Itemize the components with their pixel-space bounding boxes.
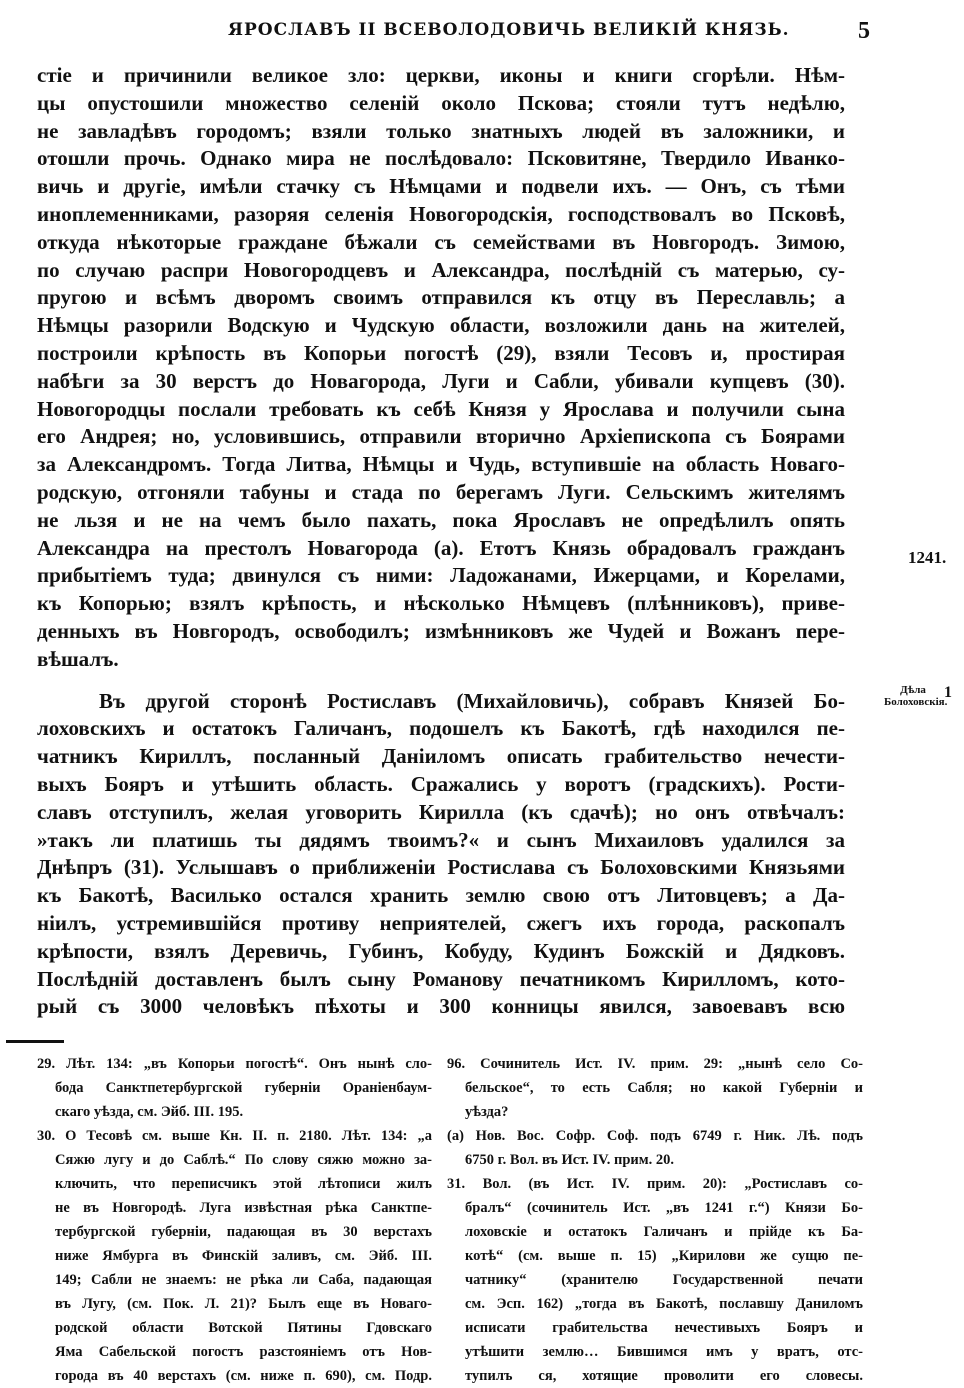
margin-year: 1241. [908, 548, 947, 567]
footnote-line: 30. О Тесовѣ см. выше Кн. II. п. 2180. Лѣт. 134: „а [37, 1128, 432, 1144]
footnote-line: бода Санктпетербургской губерніи Ораніенбаум- [55, 1080, 432, 1096]
text-line: отошли прочь. Однако мира не послѣдовало: Псковитяне, Твердило Иванко- [37, 146, 845, 171]
footnote-line: чатнику“ (хранителю Государственной печати [465, 1272, 863, 1288]
footnote-line: не въ Новгородѣ. Луга извѣстная рѣка Санктпе- [55, 1200, 432, 1216]
text-line: Днѣпръ (31). Услышавъ о приближеніи Ростислава съ Болоховскими Князьями [37, 855, 845, 880]
text-line: ніилъ, устремившійся противу неприятелей, сжегъ ихъ города, раскопалъ [37, 910, 845, 935]
footnote-line: родской области Вотской Пятины Гдовскаго [55, 1320, 432, 1336]
text-line: вѣшалъ. [37, 646, 119, 671]
text-line: Послѣдній доставленъ былъ сыну Романову печатникомъ Кирилломъ, кото- [37, 966, 845, 991]
text-line: цы опустошили множество селеній около Пскова; стояли тутъ недѣлю, [37, 90, 845, 115]
footnote-line: 149; Сабли не знаемъ: не рѣка ли Саба, падающая [55, 1272, 432, 1288]
footnote-line: тербургской губерніи, падающая въ 30 верстахъ [55, 1224, 432, 1240]
text-line: его Андрея; но, условившись, отправили вторично Архіепископа съ Боярами [37, 424, 845, 449]
text-line: крѣпости, взялъ Деревичь, Губинъ, Кобуду, Кудинъ Божскій и Дядковъ. [37, 938, 845, 963]
footnote-line: бралъ“ (сочинитель Ист. „въ 1241 г.“) Князи Бо- [465, 1200, 863, 1216]
text-line: вичь и другіе, имѣли стачку съ Нѣмцами и подвели ихъ. — Онъ, съ тѣми [37, 174, 845, 199]
text-line: денныхъ въ Новгородъ, освободилъ; измѣнниковъ же Чудей и Вожанъ пере- [37, 618, 845, 643]
footnote-line: тупилъ ся, хотящие проволити его словесы. [465, 1368, 863, 1384]
text-line: славъ отступилъ, желая уговорить Кирилла (къ сдачѣ); но онъ отвѣчалъ: [37, 799, 845, 824]
text-line: выхъ Бояръ и утѣшить область. Сражались у воротъ (градскихъ). Рости- [37, 771, 845, 796]
text-line: »такъ ли платишь ты дядямъ твоимъ?« и сынъ Михаиловъ удалился за [37, 827, 845, 852]
footnote-line: исписати грабительства нечестивыхъ Бояръ и [465, 1320, 863, 1336]
text-line: откуда нѣкоторые граждане бѣжали съ семействами въ Новгородъ. Зимою, [37, 229, 845, 254]
text-line: за Александромъ. Тогда Литва, Нѣмцы и Чудь, вступившіе на область Новаго- [37, 452, 845, 477]
margin-note: Дѣла Болоховскія. [884, 684, 948, 708]
text-line: Въ другой сторонѣ Ростиславъ (Михайловичь), собравъ Князей Бо- [99, 688, 845, 713]
text-line: Новогородцы послали требовать къ себѣ Князя у Ярослава и получили сына [37, 396, 845, 421]
footnote-line: 29. Лѣт. 134: „въ Копорьи погостѣ“. Онъ нынѣ сло- [37, 1056, 432, 1072]
footnote-line: лоховскіе и остатокъ Галичанъ и прійде къ Ба- [465, 1224, 863, 1240]
footnote-line: 96. Сочинитель Ист. IV. прим. 29: „нынѣ село Со- [447, 1056, 863, 1072]
text-line: пругою и всѣмъ дворомъ своимъ отправился къ отцу въ Переславль; а [37, 285, 845, 310]
footnote-line: утѣшити землю… Бившимся имъ у вратъ, отс- [465, 1344, 863, 1360]
footnote-line: бельское“, то есть Сабля; но какой Губерніи и [465, 1080, 863, 1096]
text-line: прибытіемъ туда; двинулся съ ними: Ладожанами, Ижерцами, и Корелами, [37, 563, 845, 588]
footnote-rule [6, 1040, 64, 1043]
footnote-line: въ Лугу, (см. Пок. Л. 21)? Былъ еще въ Новаго- [55, 1296, 432, 1312]
margin-mark: 1 [944, 684, 952, 701]
text-line: рый съ 3000 человѣкъ пѣхоты и 300 конницы явился, завоевавъ всю [37, 994, 845, 1019]
text-line: родскую, отгоняли табуны и стада по берегамъ Луги. Сельскимъ жителямъ [37, 479, 845, 504]
footnote-line: Яма Сабельской погостъ разстояніемъ отъ Нов- [55, 1344, 432, 1360]
footnote-line: уѣзда? [465, 1104, 509, 1120]
footnote-line: котѣ“ (см. выше п. 15) „Кирилови же сущю пе- [465, 1248, 863, 1264]
footnotes-left-column [37, 1052, 432, 1388]
footnote-line: скаго уѣзда, см. Эйб. III. 195. [55, 1104, 244, 1120]
footnotes-right-column [447, 1052, 863, 1388]
text-line: Нѣмцы разорили Водскую и Чудскую области, возложили дань на жителей, [37, 313, 845, 338]
text-line: построили крѣпость въ Копорьи погостѣ (29), взяли Тесовъ и, простирая [37, 340, 845, 365]
text-line: не льзя и не на чемъ было пахать, пока Ярославъ не опредѣлилъ опять [37, 507, 845, 532]
body-text [37, 62, 845, 1021]
text-line: не завладѣвъ городомъ; взяли только знатныхъ людей въ заложники, и [37, 118, 845, 143]
footnote-line: (а) Нов. Вос. Софр. Соф. подъ 6749 г. Ник. Лѣ. подъ [447, 1128, 863, 1144]
text-line: по случаю распри Новогородцевъ и Александра, послѣдній съ матерью, су- [37, 257, 845, 282]
footnote-line: 31. Вол. (въ Ист. IV. прим. 20): „Ростиславъ со- [447, 1176, 863, 1192]
text-line: стіе и причинили великое зло: церкви, иконы и книги сгорѣли. Нѣм- [37, 63, 845, 87]
page-number: 5 [858, 18, 870, 44]
text-line: Александра на престолъ Новагорода (а). Етотъ Князь обрадовалъ гражданъ [37, 535, 845, 560]
text-line: чатникъ Кириллъ, посланный Даніиломъ описать грабительство нечести- [37, 744, 845, 769]
footnote-line: см. Эсп. 162) „тогда въ Бакотѣ, пославшу Даниломъ [465, 1296, 863, 1312]
text-line: къ Бакотѣ, Василько остался хранить землю свою отъ Литовцевъ; а Да- [37, 883, 845, 908]
text-line: лоховскихъ и остатокъ Галичанъ, подошелъ къ Бакотѣ, гдѣ находился пе- [37, 716, 845, 741]
text-line: къ Копорью; взялъ крѣпость, и нѣсколько Нѣмцевъ (плѣнниковъ), приве- [37, 591, 845, 616]
footnote-line: Сяжю лугу и до Саблѣ.“ По слову сяжю можно за- [55, 1152, 432, 1168]
text-line: набѣги за 30 верстъ до Новагорода, Луги и Сабли, убивали купцевъ (30). [37, 368, 845, 393]
footnote-line: ниже Ямбурга въ Финскій заливъ, см. Эйб. III. [55, 1248, 432, 1264]
text-line: иноплеменниками, разоряя селенія Новогородскія, господствовалъ во Псковѣ, [37, 201, 845, 226]
footnote-line: города въ 40 верстахъ (см. ниже п. 690), см. Подр. [55, 1368, 432, 1384]
footnote-line: 6750 г. Вол. въ Ист. IV. прим. 20. [465, 1152, 675, 1168]
footnote-line: ключить, что переписчикъ этой лѣтописи жилъ [55, 1176, 432, 1192]
running-head: ЯРОСЛАВЪ II ВСЕВОЛОДОВИЧЬ ВЕЛИКІЙ КНЯЗЬ. [228, 20, 790, 40]
